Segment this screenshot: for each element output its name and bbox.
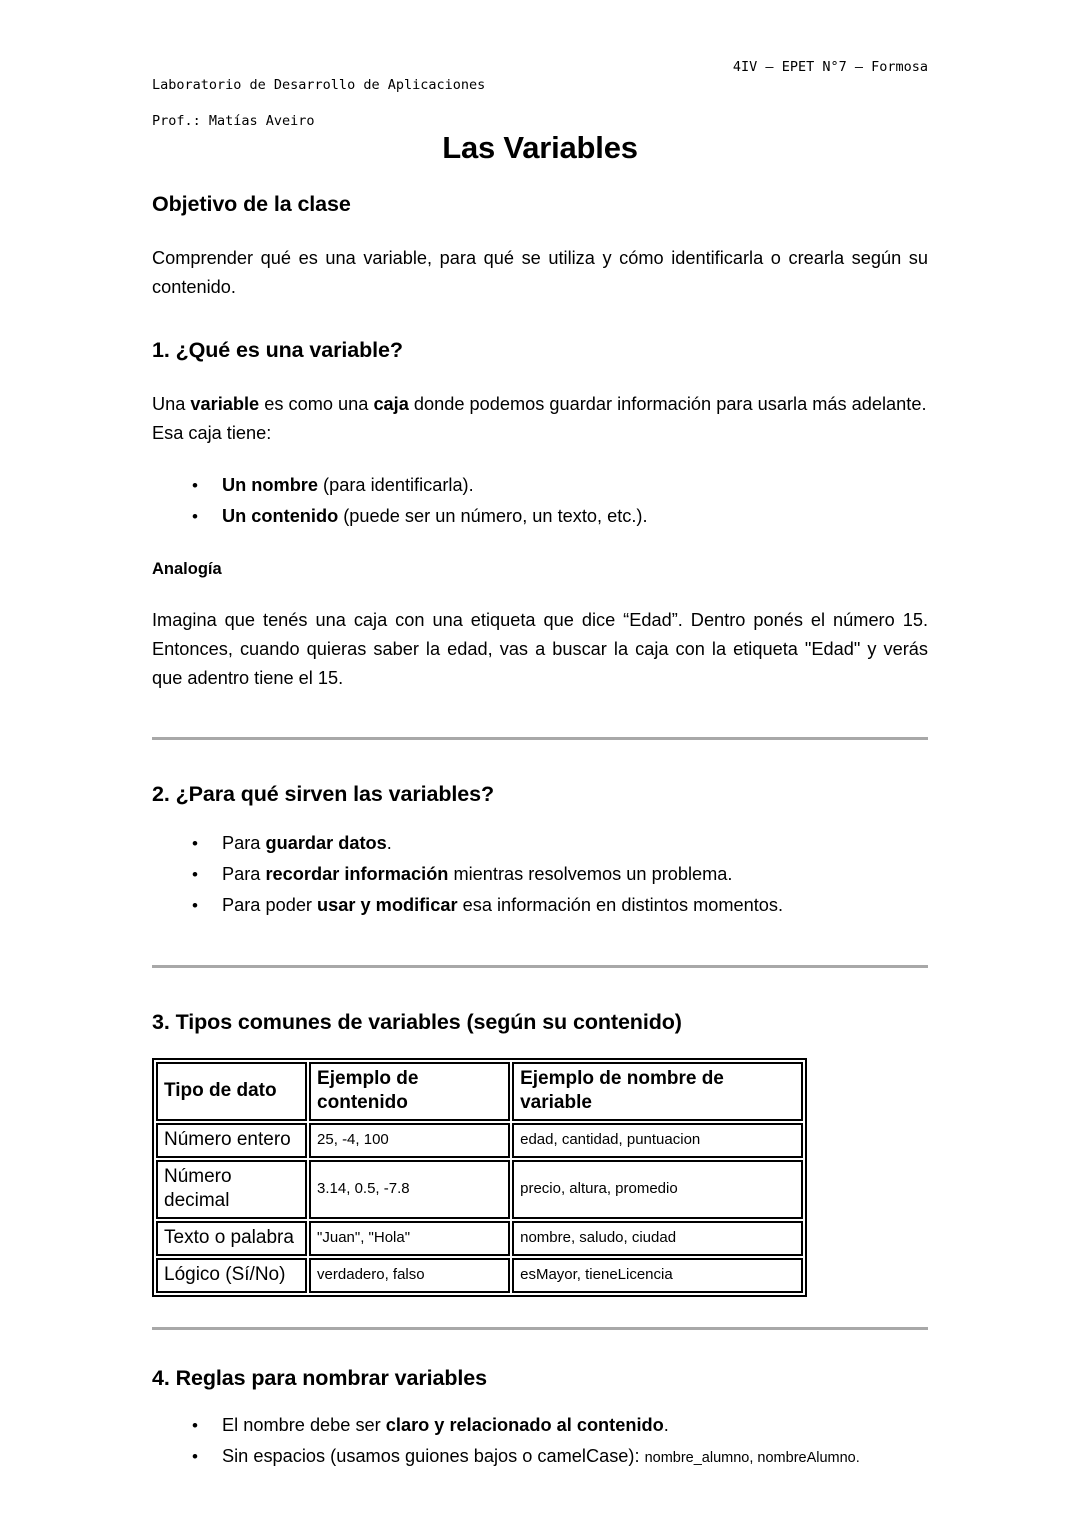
list-item [152,501,928,532]
def-bold-caja: caja [373,394,409,414]
table-cell-nombre: esMayor, tieneLicencia [512,1258,803,1293]
heading-seccion-2: 2. ¿Para qué sirven las variables? [152,782,494,806]
list-item [152,470,928,501]
table-cell-nombre: precio, altura, promedio [512,1160,803,1219]
bullet-bold-guardar: guardar datos [265,833,387,853]
table-row [156,1258,803,1293]
bullet-rest-nombre: (para identificarla). [318,475,474,495]
heading-seccion-1: 1. ¿Qué es una variable? [152,338,403,362]
bullet-rest-usar: esa información en distintos momentos. [457,895,784,915]
header-course-name: Laboratorio de Desarrollo de Aplicaciones [152,77,486,93]
def-text-c: es como una [259,394,374,414]
bullet-pre-usar: Para poder [222,895,318,915]
def-text-a: Una [152,394,191,414]
paragraph-objetivo: Comprender qué es una variable, para qué se utiliza y cómo identificarla o crearla según su contenido. [152,248,928,297]
table-header-ejemplo-nombre: Ejemplo de nombre de variable [512,1062,803,1121]
table-cell-nombre: nombre, saludo, ciudad [512,1221,803,1256]
bullet-pre-claro: El nombre debe ser [222,1415,386,1435]
table-cell-tipo: Número decimal [156,1160,307,1219]
heading-analogia: Analogía [152,560,222,578]
table-header-ejemplo-contenido: Ejemplo de contenido [309,1062,510,1121]
bullet-pre-sin-espacios: Sin espacios (usamos guiones bajos o camelCase): [222,1446,645,1466]
bullet-bold-claro: claro y relacionado al contenido [385,1415,664,1435]
paragraph-esa-caja-tiene: Esa caja tiene: [152,423,272,443]
table-cell-ejemplo: "Juan", "Hola" [309,1221,510,1256]
heading-seccion-3: 3. Tipos comunes de variables (según su contenido) [152,1010,682,1034]
paragraph-definicion-variable [152,390,928,419]
list-partes-de-la-caja [152,470,928,532]
table-cell-ejemplo: 25, -4, 100 [309,1123,510,1158]
bullet-rest-claro: . [663,1415,669,1435]
header-school-info: 4IV – EPET N°7 – Formosa [732,59,928,75]
def-bold-variable: variable [190,394,260,414]
def-text-e: donde podemos guardar información para usarla más adelante. [408,394,927,414]
table-cell-tipo: Lógico (Sí/No) [156,1258,307,1293]
list-item [152,1441,928,1474]
table-row [156,1221,803,1256]
tabla-tipos-de-variables [152,1058,807,1297]
table-cell-tipo: Texto o palabra [156,1221,307,1256]
document-body [152,190,928,1474]
bullet-bold-contenido: Un contenido [222,506,339,526]
table-row [156,1160,803,1219]
table-row [156,1123,803,1158]
list-item [152,828,928,859]
bullet-rest-recordar: mientras resolvemos un problema. [448,864,733,884]
list-reglas-nombrar [152,1410,928,1474]
bullet-code-ejemplos-nombres: nombre_alumno, nombreAlumno. [644,1450,860,1466]
table-header-row [156,1062,803,1121]
list-item [152,1410,928,1441]
page-title: Las Variables [442,130,638,165]
list-item [152,859,928,890]
bullet-rest-contenido: (puede ser un número, un texto, etc.). [338,506,648,526]
table-cell-ejemplo: verdadero, falso [309,1258,510,1293]
table-cell-tipo: Número entero [156,1123,307,1158]
list-para-que-sirven [152,828,928,921]
bullet-bold-recordar: recordar información [265,864,449,884]
paragraph-analogia: Imagina que tenés una caja con una etiqueta que dice “Edad”. Dentro ponés el número 15. Entonces, cuando quieras saber la edad, vas a buscar la caja con la etiqueta "Edad" y verás que adentro tiene el 15. [152,610,928,688]
list-item [152,890,928,921]
bullet-pre-recordar: Para [222,864,266,884]
heading-seccion-4: 4. Reglas para nombrar variables [152,1366,487,1390]
bullet-rest-guardar: . [386,833,392,853]
bullet-pre-guardar: Para [222,833,266,853]
heading-objetivo: Objetivo de la clase [152,192,351,216]
table-cell-ejemplo: 3.14, 0.5, -7.8 [309,1160,510,1219]
table-cell-nombre: edad, cantidad, puntuacion [512,1123,803,1158]
table-header-tipo-de-dato: Tipo de dato [156,1062,307,1121]
header-professor-name: Prof.: Matías Aveiro [152,113,315,129]
bullet-bold-nombre: Un nombre [222,475,318,495]
bullet-bold-usar: usar y modificar [317,895,458,915]
